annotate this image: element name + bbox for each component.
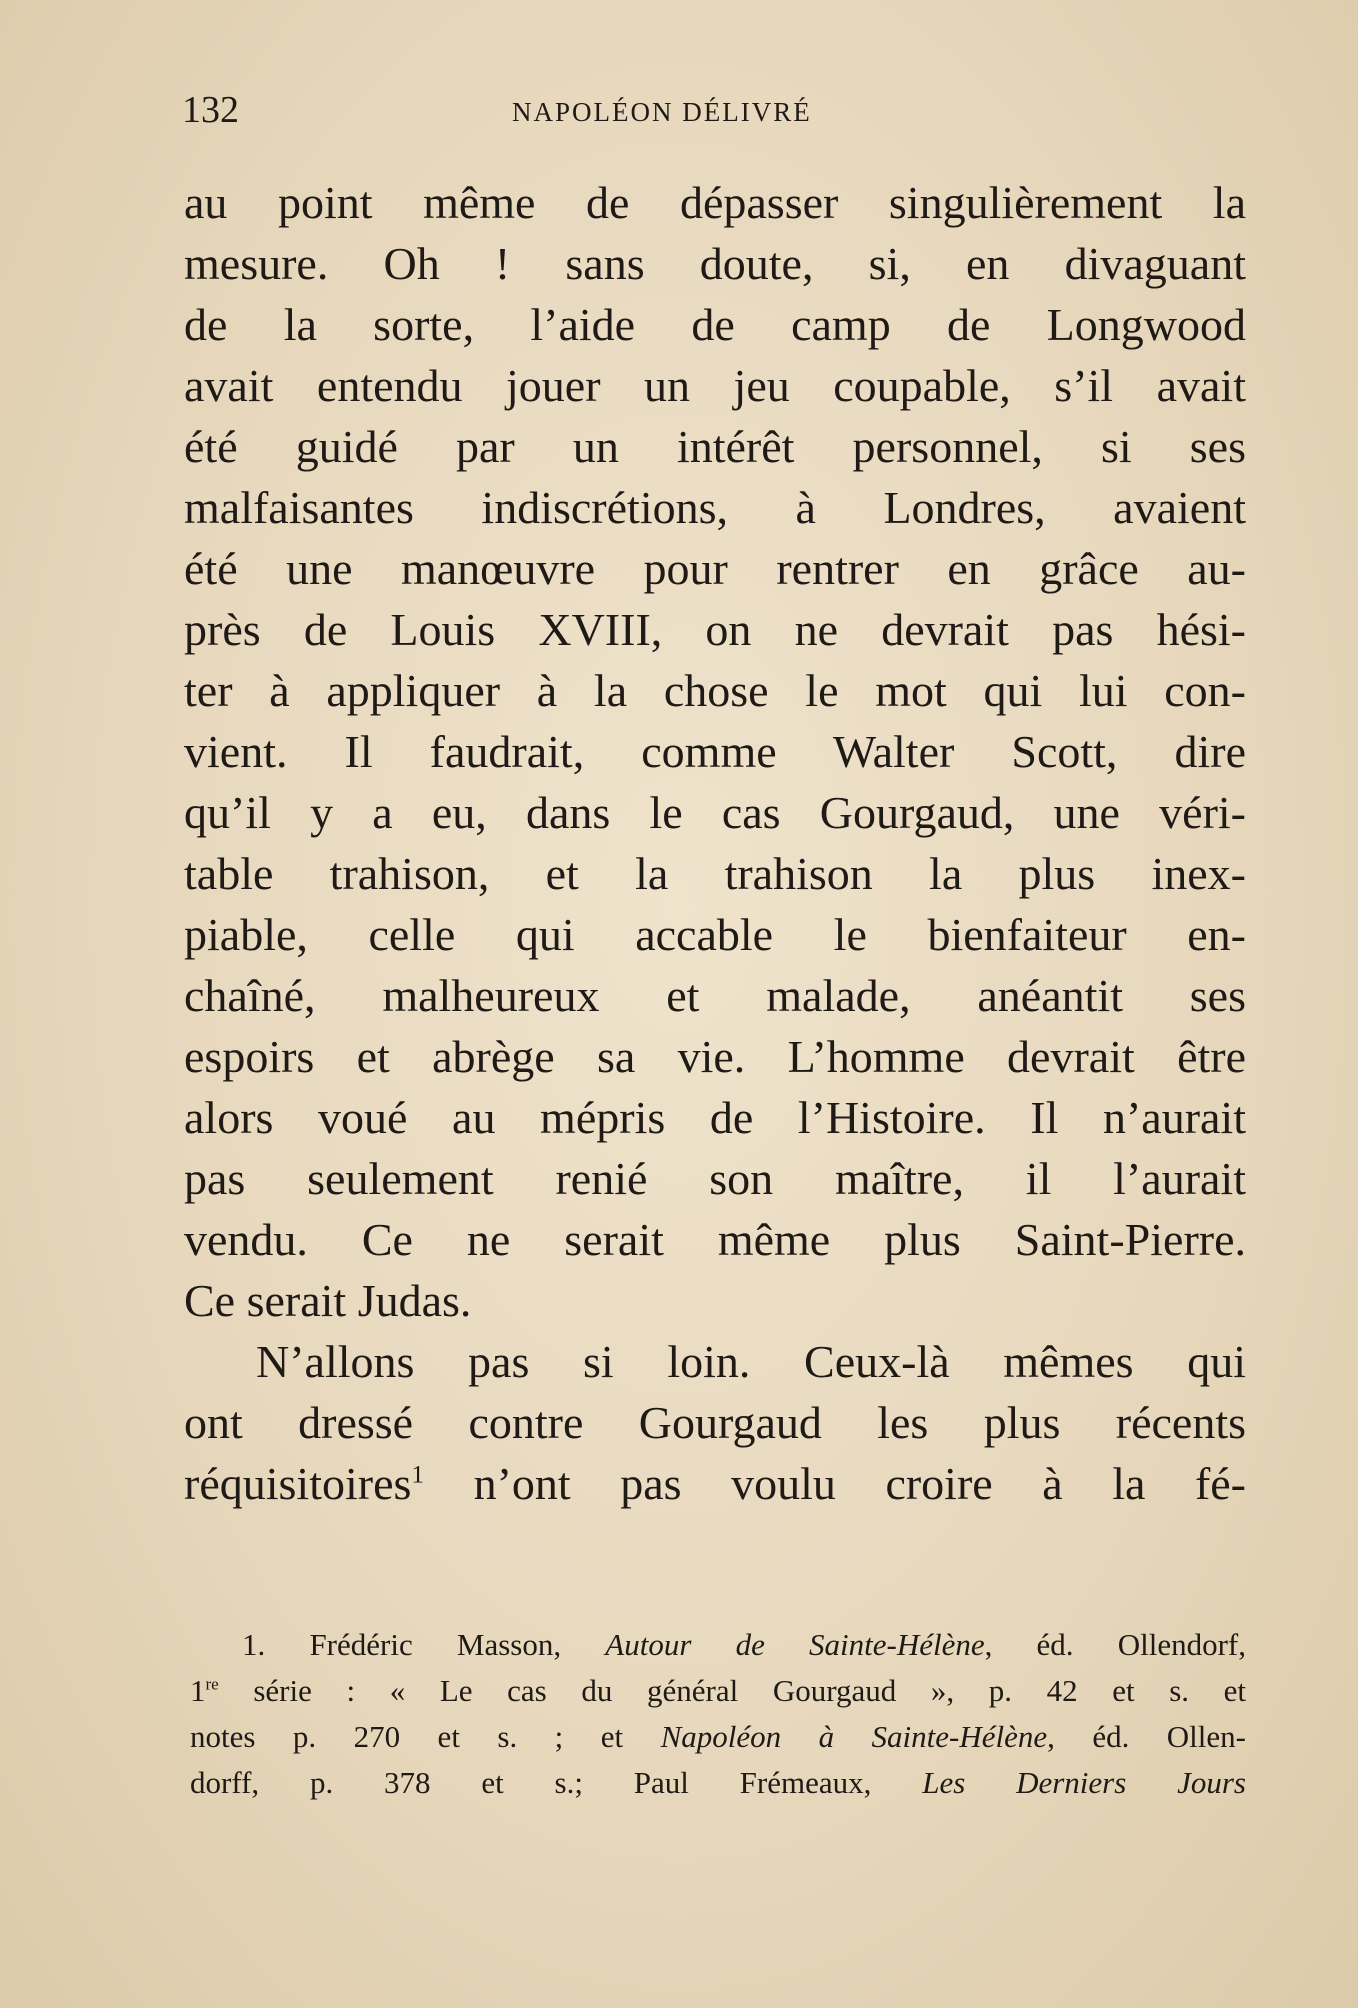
footnote-text: , éd. Ollendorf,: [984, 1627, 1246, 1662]
text-line: malfaisantes indiscrétions, à Londres, avaient: [184, 482, 1246, 533]
text-line: Ce serait Judas.: [184, 1275, 472, 1326]
footnote-text: 1: [190, 1673, 206, 1708]
page-header: [182, 88, 1250, 132]
footnote-line: [190, 1668, 1246, 1714]
page-number: 132: [182, 89, 239, 131]
footnote-book-title: Les Derniers Jours: [922, 1765, 1246, 1800]
text-line: avait entendu jouer un jeu coupable, s’il avait: [184, 360, 1246, 411]
text-fragment: n’ont pas voulu croire à la fé-: [424, 1458, 1246, 1509]
text-line-with-note-ref: [184, 1453, 1246, 1514]
text-line: qu’il y a eu, dans le cas Gourgaud, une véri-: [184, 787, 1246, 838]
text-line: piable, celle qui accable le bienfaiteur en-: [184, 909, 1246, 960]
footnote-text: dorff, p. 378 et s.; Paul Frémeaux,: [190, 1765, 923, 1800]
text-line: alors voué au mépris de l’Histoire. Il n’aurait: [184, 1092, 1246, 1143]
footnote-text: notes p. 270 et s. ; et: [190, 1719, 661, 1754]
text-line: pas seulement renié son maître, il l’aurait: [184, 1153, 1246, 1204]
text-line: au point même de dépasser singulièrement la: [184, 177, 1246, 228]
text-line: vient. Il faudrait, comme Walter Scott, dire: [184, 726, 1246, 777]
text-line: ter à appliquer à la chose le mot qui lui con-: [184, 665, 1246, 716]
footnote-text: Frédéric Masson,: [309, 1627, 606, 1662]
ordinal-suffix: re: [205, 1674, 219, 1694]
text-line: mesure. Oh ! sans doute, si, en divaguant: [184, 238, 1246, 289]
footnote: [190, 1622, 1246, 1806]
text-line: ont dressé contre Gourgaud les plus récents: [184, 1397, 1246, 1448]
text-line: de la sorte, l’aide de camp de Longwood: [184, 299, 1246, 350]
footnote-line: [190, 1714, 1246, 1760]
text-line: espoirs et abrège sa vie. L’homme devrait être: [184, 1031, 1246, 1082]
text-line: été guidé par un intérêt personnel, si ses: [184, 421, 1246, 472]
footnote-text: , éd. Ollen-: [1047, 1719, 1246, 1754]
running-title: NAPOLÉON DÉLIVRÉ: [512, 97, 812, 127]
text-line: près de Louis XVIII, on ne devrait pas hési-: [184, 604, 1246, 655]
text-line: vendu. Ce ne serait même plus Saint-Pierre.: [184, 1214, 1246, 1265]
footnote-text: série : « Le cas du général Gourgaud », p. 42 et s. et: [218, 1673, 1246, 1708]
text-line: table trahison, et la trahison la plus inex-: [184, 848, 1246, 899]
footnote-line: [190, 1760, 1246, 1806]
text-line: été une manœuvre pour rentrer en grâce au-: [184, 543, 1246, 594]
text-fragment: réquisitoires: [184, 1458, 412, 1509]
body-text: [184, 172, 1246, 1514]
footnote-number: 1.: [242, 1627, 266, 1662]
footnote-book-title: Autour de Sainte-Hélène: [605, 1627, 985, 1662]
text-line: chaîné, malheureux et malade, anéantit ses: [184, 970, 1246, 1021]
footnote-book-title: Napoléon à Sainte-Hélène: [660, 1719, 1048, 1754]
paragraph-start-line: N’allons pas si loin. Ceux-là mêmes qui: [256, 1336, 1246, 1387]
footnote-line: [190, 1622, 1246, 1668]
footnote-reference: 1: [411, 1460, 425, 1489]
